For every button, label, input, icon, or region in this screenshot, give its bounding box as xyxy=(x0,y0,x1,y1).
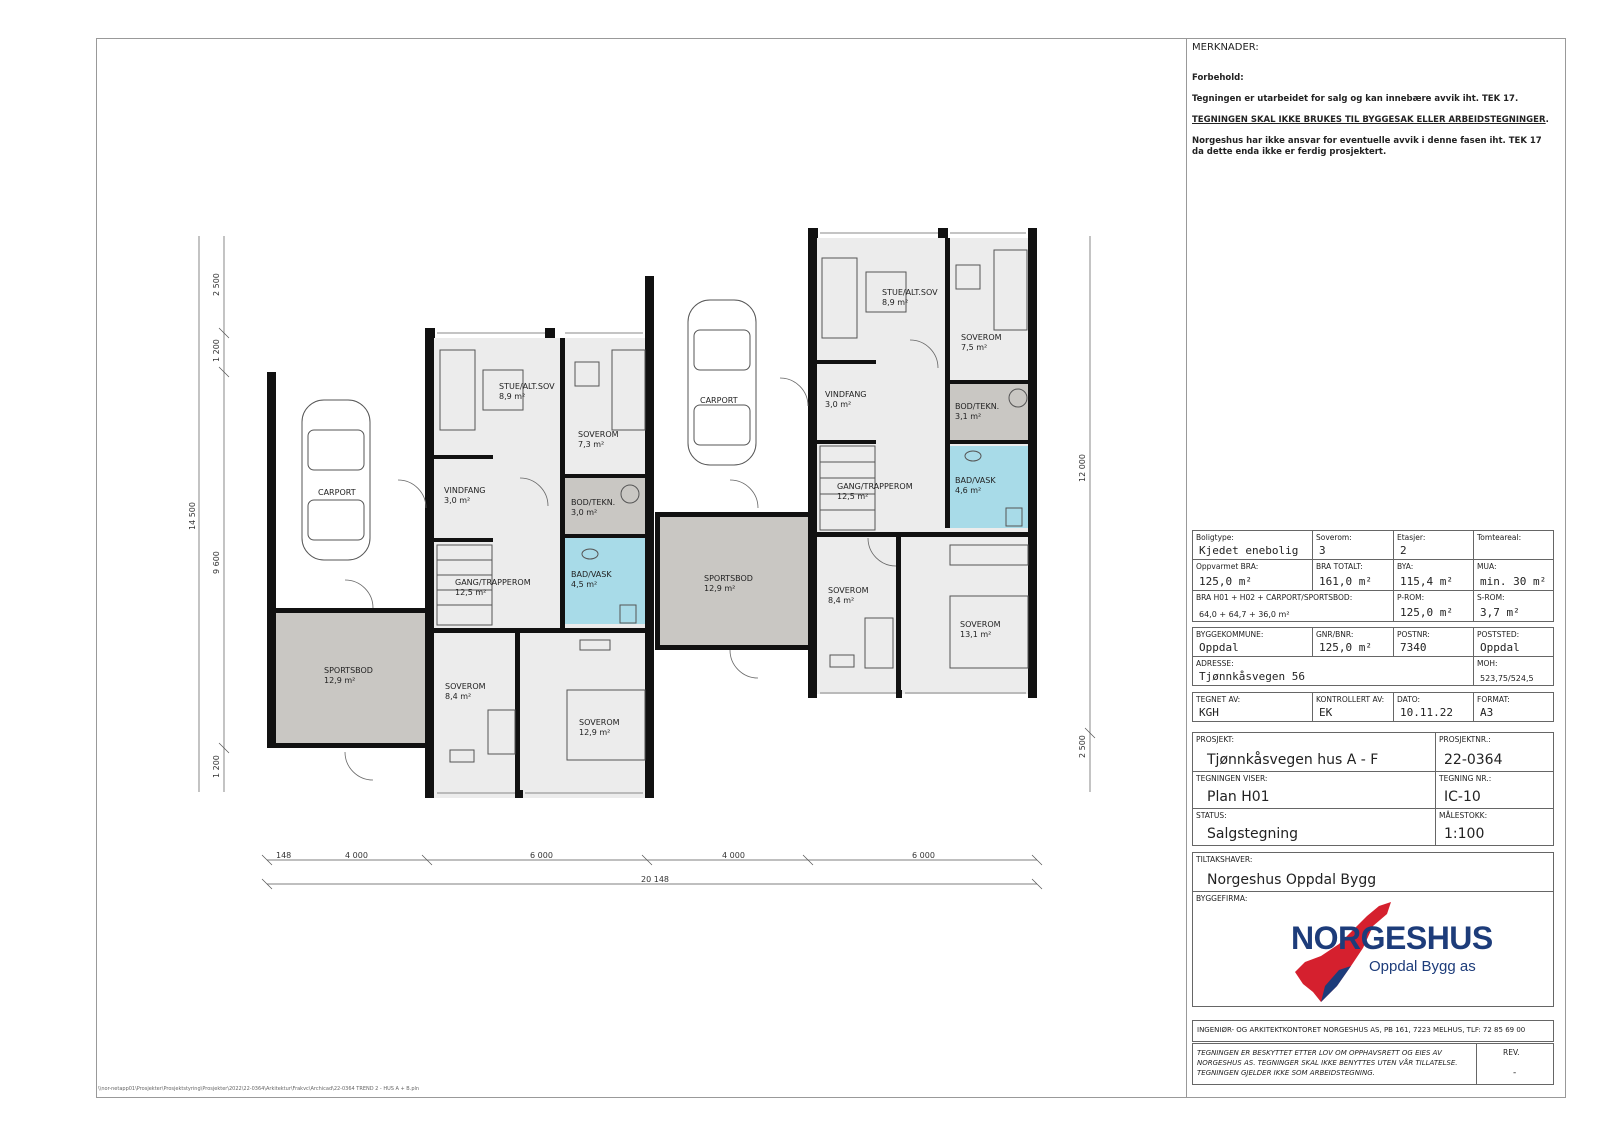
cell-status xyxy=(1192,808,1436,846)
bra-h-value: 64,0 + 64,7 + 36,0 m² xyxy=(1199,610,1290,619)
dim-148: 148 xyxy=(276,851,292,860)
oppvarmet-label: Oppvarmet BRA: xyxy=(1196,562,1259,571)
cell-dato xyxy=(1393,692,1474,722)
dim-left-1200-b: 1 200 xyxy=(212,755,221,778)
right-stue-label xyxy=(882,288,938,308)
left-bod-name: BOD/TEKN. xyxy=(571,498,616,507)
cell-gnr xyxy=(1312,627,1394,657)
dim-left-1200-a: 1 200 xyxy=(212,339,221,362)
left-soverom1-area: 7,3 m² xyxy=(578,440,605,449)
tegnet-value: KGH xyxy=(1199,706,1219,719)
right-bod-area: 3,1 m² xyxy=(955,412,982,421)
cell-boligtype xyxy=(1192,530,1313,560)
right-soverom2-name: SOVEROM xyxy=(828,586,869,595)
malestokk-label: MÅLESTOKK: xyxy=(1439,811,1488,820)
bya-label: BYA: xyxy=(1397,562,1414,571)
etasjer-value: 2 xyxy=(1400,544,1407,557)
left-soverom3-name: SOVEROM xyxy=(579,718,620,727)
prosjektnr-label: PROSJEKTNR.: xyxy=(1439,735,1491,744)
dato-value: 10.11.22 xyxy=(1400,706,1453,719)
oppvarmet-value: 125,0 m² xyxy=(1199,575,1252,588)
prom-value: 125,0 m² xyxy=(1400,606,1453,619)
prosjektnr-value: 22-0364 xyxy=(1444,752,1503,768)
cell-prosjekt xyxy=(1192,732,1436,772)
notes-reservation-title: Forbehold: xyxy=(1192,73,1244,83)
left-sportsbod-area: 12,9 m² xyxy=(324,676,356,685)
dim-total: 20 148 xyxy=(641,875,669,884)
notes-line2-end: . xyxy=(1545,115,1549,125)
left-bad-label xyxy=(571,570,612,590)
status-value: Salgstegning xyxy=(1207,826,1299,842)
dim-4000-a: 4 000 xyxy=(345,851,368,860)
left-soverom2-area: 8,4 m² xyxy=(445,692,472,701)
logo-main-text: NORGESHUS xyxy=(1291,920,1493,956)
right-vindfang-area: 3,0 m² xyxy=(825,400,852,409)
cell-soverom xyxy=(1312,530,1394,560)
right-bad-name: BAD/VASK xyxy=(955,476,996,485)
right-stue-name: STUE/ALT.SOV xyxy=(882,288,938,297)
left-vindfang-label xyxy=(444,486,486,506)
cell-bya xyxy=(1393,559,1474,591)
cell-malestokk xyxy=(1435,808,1554,846)
cell-tomteareal xyxy=(1473,530,1554,560)
left-soverom3-area: 12,9 m² xyxy=(579,728,611,737)
left-soverom1-label xyxy=(578,430,619,450)
cell-viser xyxy=(1192,771,1436,809)
poststed-value: Oppdal xyxy=(1480,641,1520,654)
left-sportsbod-label xyxy=(324,666,373,686)
left-stue-name: STUE/ALT.SOV xyxy=(499,382,555,391)
poststed-label: POSTSTED: xyxy=(1477,630,1520,639)
copyright-text: TEGNINGEN ER BESKYTTET ETTER LOV OM OPPHAVSRETT OG EIES AV NORGESHUS AS. TEGNINGER SKAL IKKE BENYTTES UTEN VÅR TILLATELSE. TEGNINGEN GJELDER IKKE SOM ARBEIDSTEGNING. xyxy=(1197,1049,1458,1077)
adresse-value: Tjønnkåsvegen 56 xyxy=(1199,670,1305,683)
cell-prom xyxy=(1393,590,1474,622)
cell-kommune xyxy=(1192,627,1313,657)
tegningnr-label: TEGNING NR.: xyxy=(1439,774,1492,783)
left-gang-label xyxy=(455,578,531,598)
notes-panel xyxy=(1192,42,1552,168)
format-label: FORMAT: xyxy=(1477,695,1510,704)
byggefirma-label: BYGGEFIRMA: xyxy=(1196,894,1248,903)
notes-line2-underlined: TEGNINGEN SKAL IKKE BRUKES TIL BYGGESAK ELLER ARBEIDSTEGNINGER xyxy=(1192,115,1546,125)
cell-oppvarmet xyxy=(1192,559,1313,591)
right-gang-name: GANG/TRAPPEROM xyxy=(837,482,913,491)
cell-poststed xyxy=(1473,627,1554,657)
right-soverom3-area: 13,1 m² xyxy=(960,630,992,639)
tiltakshaver-label: TILTAKSHAVER: xyxy=(1196,855,1253,864)
tomteareal-label: Tomteareal: xyxy=(1477,533,1522,542)
right-soverom2-label xyxy=(828,586,869,606)
left-bod-area: 3,0 m² xyxy=(571,508,598,517)
cell-mua xyxy=(1473,559,1554,591)
dim-left-2500: 2 500 xyxy=(212,273,221,296)
left-gang-name: GANG/TRAPPEROM xyxy=(455,578,531,587)
left-soverom1-name: SOVEROM xyxy=(578,430,619,439)
left-vindfang-area: 3,0 m² xyxy=(444,496,471,505)
prosjekt-value: Tjønnkåsvegen hus A - F xyxy=(1207,752,1379,768)
dim-6000-b: 6 000 xyxy=(912,851,935,860)
boligtype-label: Boligtype: xyxy=(1196,533,1234,542)
right-soverom1-name: SOVEROM xyxy=(961,333,1002,342)
viser-value: Plan H01 xyxy=(1207,789,1270,805)
cell-kontrollert xyxy=(1312,692,1394,722)
dato-label: DATO: xyxy=(1397,695,1421,704)
malestokk-value: 1:100 xyxy=(1444,826,1485,842)
right-soverom3-name: SOVEROM xyxy=(960,620,1001,629)
cell-bra-h xyxy=(1192,590,1394,622)
prosjekt-label: PROSJEKT: xyxy=(1196,735,1234,744)
dim-right-12000: 12 000 xyxy=(1078,454,1087,482)
status-label: STATUS: xyxy=(1196,811,1227,820)
rev-value: - xyxy=(1513,1068,1517,1078)
cell-tiltakshaver xyxy=(1192,852,1554,892)
left-carport-label: CARPORT xyxy=(318,488,356,497)
cell-bra-totalt xyxy=(1312,559,1394,591)
gnr-value: 125,0 m² xyxy=(1319,641,1372,654)
kommune-label: BYGGEKOMMUNE: xyxy=(1196,630,1264,639)
left-bad-area: 4,5 m² xyxy=(571,580,598,589)
dim-left-9600: 9 600 xyxy=(212,551,221,574)
right-soverom1-label xyxy=(961,333,1002,353)
right-bod-label xyxy=(955,402,999,422)
right-bad-label xyxy=(955,476,996,496)
left-soverom2-label xyxy=(445,682,486,702)
bra-totalt-value: 161,0 m² xyxy=(1319,575,1372,588)
etasjer-label: Etasjer: xyxy=(1397,533,1426,542)
right-vindfang-name: VINDFANG xyxy=(825,390,867,399)
cell-prosjektnr xyxy=(1435,732,1554,772)
mua-label: MUA: xyxy=(1477,562,1497,571)
dim-4000-b: 4 000 xyxy=(722,851,745,860)
cell-byggefirma xyxy=(1192,891,1554,1007)
soverom-value: 3 xyxy=(1319,544,1326,557)
bya-value: 115,4 m² xyxy=(1400,575,1453,588)
rev-label: REV. xyxy=(1503,1048,1520,1057)
kontrollert-value: EK xyxy=(1319,706,1333,719)
right-sportsbod-area: 12,9 m² xyxy=(704,584,736,593)
left-vindfang-name: VINDFANG xyxy=(444,486,486,495)
right-bod-name: BOD/TEKN. xyxy=(955,402,1000,411)
left-gang-area: 12,5 m² xyxy=(455,588,487,597)
postnr-label: POSTNR: xyxy=(1397,630,1430,639)
srom-value: 3,7 m² xyxy=(1480,606,1520,619)
adresse-label: ADRESSE: xyxy=(1196,659,1234,668)
right-soverom1-area: 7,5 m² xyxy=(961,343,988,352)
format-value: A3 xyxy=(1480,706,1494,719)
mua-value: min. 30 m² xyxy=(1480,575,1547,588)
bra-totalt-label: BRA TOTALT: xyxy=(1316,562,1363,571)
cell-moh xyxy=(1473,656,1554,686)
left-stue-label xyxy=(499,382,555,402)
cell-copyright xyxy=(1192,1043,1477,1085)
gnr-label: GNR/BNR: xyxy=(1316,630,1354,639)
prom-label: P-ROM: xyxy=(1397,593,1425,602)
postnr-value: 7340 xyxy=(1400,641,1427,654)
right-vindfang-label xyxy=(825,390,867,410)
office-text: INGENIØR- OG ARKITEKTKONTORET NORGESHUS AS, PB 161, 7223 MELHUS, TLF: 72 85 69 00 xyxy=(1197,1026,1526,1034)
boligtype-value: Kjedet enebolig xyxy=(1199,544,1299,557)
notes-heading: MERKNADER: xyxy=(1192,42,1259,53)
viser-label: TEGNINGEN VISER: xyxy=(1196,774,1268,783)
cell-etasjer xyxy=(1393,530,1474,560)
cell-srom xyxy=(1473,590,1554,622)
soverom-label: Soverom: xyxy=(1316,533,1352,542)
tegningnr-value: IC-10 xyxy=(1444,789,1481,805)
right-carport-label: CARPORT xyxy=(700,396,738,405)
dim-right-2500: 2 500 xyxy=(1078,735,1087,758)
kontrollert-label: KONTROLLERT AV: xyxy=(1316,695,1385,704)
left-bad-name: BAD/VASK xyxy=(571,570,612,579)
cell-office xyxy=(1192,1020,1554,1042)
srom-label: S-ROM: xyxy=(1477,593,1505,602)
cell-tegningnr xyxy=(1435,771,1554,809)
file-path: \\nor-netapp01\Prosjekter\Prosjektstyring\Prosjekter\2022\22-0364\Arkitektur\Frakvc\Archicad\22-0364 TREND 2 - HUS A + B.pln xyxy=(98,1086,420,1092)
left-stue-area: 8,9 m² xyxy=(499,392,526,401)
right-gang-label xyxy=(837,482,913,502)
right-soverom2-area: 8,4 m² xyxy=(828,596,855,605)
moh-label: MOH: xyxy=(1477,659,1498,668)
dim-6000-a: 6 000 xyxy=(530,851,553,860)
notes-line1: Tegningen er utarbeidet for salg og kan innebære avvik iht. TEK 17. xyxy=(1192,94,1519,104)
cell-rev xyxy=(1476,1043,1554,1085)
notes-line2 xyxy=(1192,115,1552,126)
cell-tegnet xyxy=(1192,692,1313,722)
bra-h-label: BRA H01 + H02 + CARPORT/SPORTSBOD: xyxy=(1196,593,1353,602)
right-sportsbod-name: SPORTSBOD xyxy=(704,574,753,583)
cell-adresse xyxy=(1192,656,1474,686)
right-stue-area: 8,9 m² xyxy=(882,298,909,307)
left-soverom2-name: SOVEROM xyxy=(445,682,486,691)
right-bad-area: 4,6 m² xyxy=(955,486,982,495)
notes-line3: Norgeshus har ikke ansvar for eventuelle avvik i denne fasen iht. TEK 17 da dette enda ikke er ferdig prosjektert. xyxy=(1192,136,1542,157)
right-gang-area: 12,5 m² xyxy=(837,492,869,501)
tiltakshaver-value: Norgeshus Oppdal Bygg xyxy=(1207,872,1377,888)
left-sportsbod-name: SPORTSBOD xyxy=(324,666,373,675)
cell-format xyxy=(1473,692,1554,722)
dim-left-14500: 14 500 xyxy=(188,502,197,530)
right-sportsbod-label xyxy=(704,574,753,594)
kommune-value: Oppdal xyxy=(1199,641,1239,654)
logo-sub-text: Oppdal Bygg as xyxy=(1369,958,1476,975)
moh-value: 523,75/524,5 xyxy=(1480,674,1534,683)
left-bod-label xyxy=(571,498,615,518)
cell-postnr xyxy=(1393,627,1474,657)
tegnet-label: TEGNET AV: xyxy=(1196,695,1241,704)
left-soverom3-label xyxy=(579,718,620,738)
right-soverom3-label xyxy=(960,620,1001,640)
